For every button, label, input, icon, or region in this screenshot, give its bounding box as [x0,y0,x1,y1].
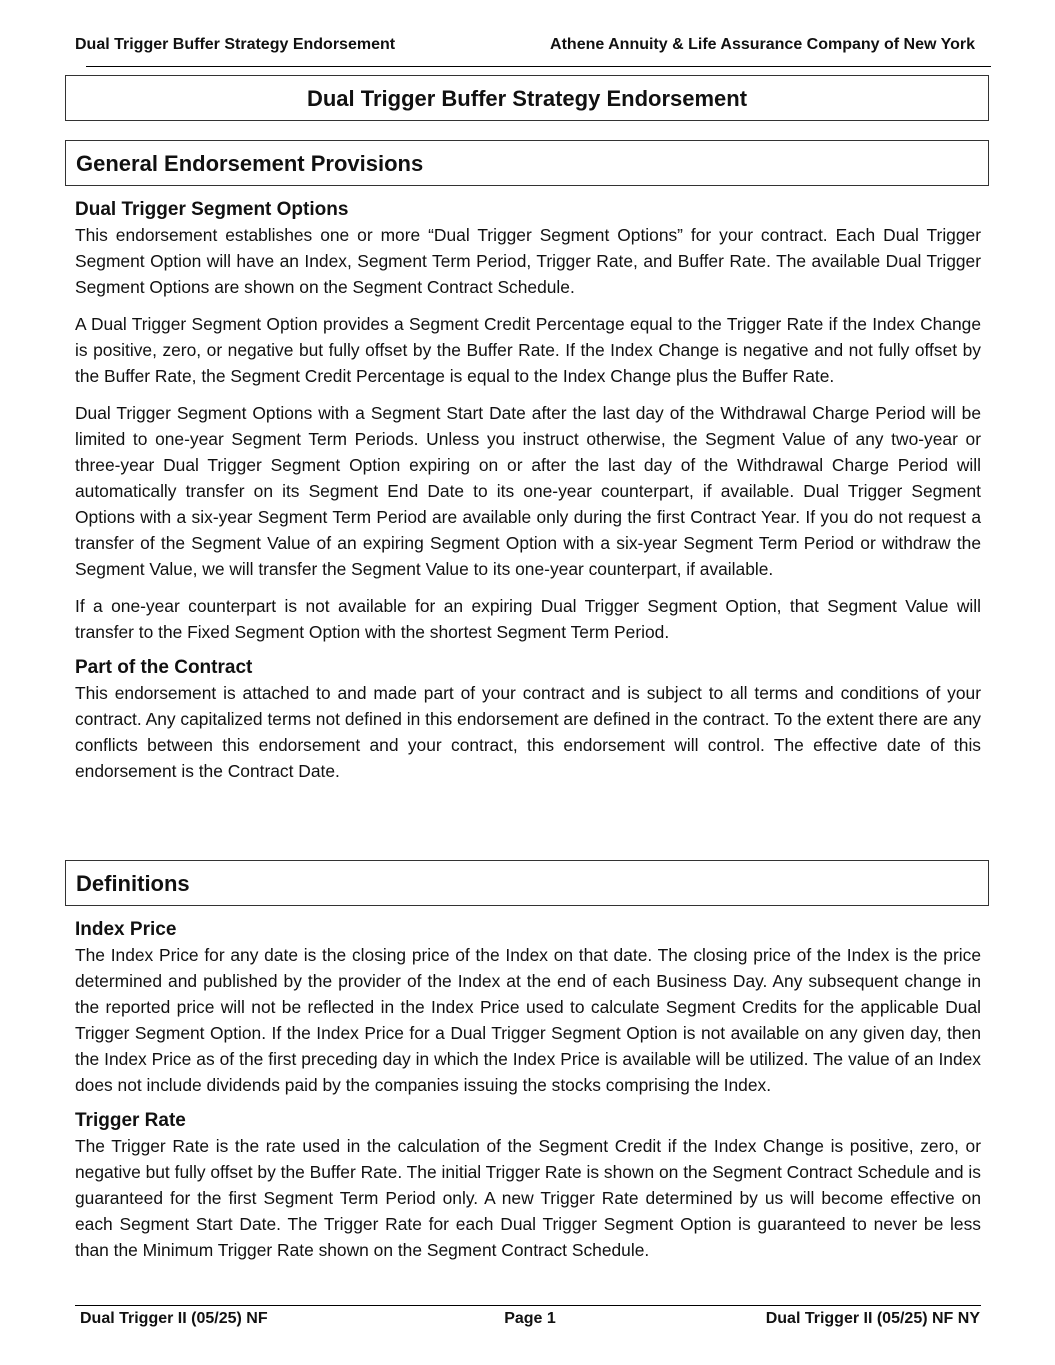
page-header [75,36,980,56]
section-header-general-provisions [65,140,989,186]
document-title: Dual Trigger Buffer Strategy Endorsement [306,86,748,111]
section-title: Definitions [76,871,190,896]
footer-form-number-ny: Dual Trigger II (05/25) NF NY [765,1310,980,1327]
paragraph: A Dual Trigger Segment Option provides a Segment Credit Percentage equal to the Trigger Rate if the Index Change is positive, zero, or negative but fully offset by the Buffer Rate. If the Index Change is negative and not fully offset by the Buffer Rate, the Segment Credit Percentage is equal to the Index Change plus the Buffer Rate. [75,314,981,386]
subsection-heading: Trigger Rate [75,1110,186,1131]
page-number: Page 1 [504,1310,556,1327]
paragraph: If a one-year counterpart is not available for an expiring Dual Trigger Segment Option, that Segment Value will transfer to the Fixed Segment Option with the shortest Segment Term Period. [75,596,981,642]
section-body-definitions [75,918,981,1274]
subsection-heading: Dual Trigger Segment Options [75,199,349,220]
section-header-definitions [65,860,989,906]
section-body-general-provisions [75,198,981,795]
paragraph: Dual Trigger Segment Options with a Segment Start Date after the last day of the Withdrawal Charge Period will be limited to one-year Segment Term Periods. Unless you instruct otherwise, the Segment Value of any two-year or three-year Dual Trigger Segment Option expiring on or after the last day of the Withdrawal Charge Period will automatically transfer on its Segment End Date to its one-year counterpart, if available. Dual Trigger Segment Options with a six-year Segment Term Period are available only during the first Contract Year. If you do not request a transfer of the Segment Value of an expiring Segment Option with a six-year Segment Term Period or withdraw the Segment Value, we will transfer the Segment Value to its one-year counterpart, if available. [75,403,981,579]
subsection-heading: Part of the Contract [75,657,253,678]
footer-divider [75,1305,981,1306]
paragraph: The Trigger Rate is the rate used in the calculation of the Segment Credit if the Index Change is positive, zero, or negative but fully offset by the Buffer Rate. The initial Trigger Rate is shown on the Segment Contract Schedule and is guaranteed for the first Segment Term Period only. A new Trigger Rate determined by us will become effective on each Segment Start Date. The Trigger Rate for each Dual Trigger Segment Option is guaranteed to never be less than the Minimum Trigger Rate shown on the Segment Contract Schedule. [75,1136,981,1260]
subsection-heading: Index Price [75,919,177,940]
footer-form-number: Dual Trigger II (05/25) NF [80,1310,268,1327]
paragraph: This endorsement establishes one or more “Dual Trigger Segment Options” for your contract. Each Dual Trigger Segment Option will have an Index, Segment Term Period, Trigger Rate, and Buffer Rate. The available Dual Trigger Segment Options are shown on the Segment Contract Schedule. [75,225,981,297]
paragraph: This endorsement is attached to and made part of your contract and is subject to all terms and conditions of your contract. Any capitalized terms not defined in this endorsement are defined in the contract. To the extent there are any conflicts between this endorsement and your contract, this endorsement will control. The effective date of this endorsement is the Contract Date. [75,683,981,781]
header-company-name: Athene Annuity & Life Assurance Company of New York [550,36,975,53]
paragraph: The Index Price for any date is the closing price of the Index on that date. The closing price of the Index is the price determined and published by the provider of the Index at the end of each Business Day. Any subsequent change in the reported price will not be reflected in the Index Price used to calculate Segment Credits for the applicable Dual Trigger Segment Option. If the Index Price for a Dual Trigger Segment Option is not available on any given day, then the Index Price as of the first preceding day in which the Index Price is available will be utilized. The value of an Index does not include dividends paid by the companies issuing the stocks comprising the Index. [75,945,981,1095]
document-title-box [65,75,989,121]
header-divider [86,66,991,67]
page-footer [80,1310,980,1330]
section-title: General Endorsement Provisions [76,151,424,176]
header-left-title: Dual Trigger Buffer Strategy Endorsement [75,36,396,53]
